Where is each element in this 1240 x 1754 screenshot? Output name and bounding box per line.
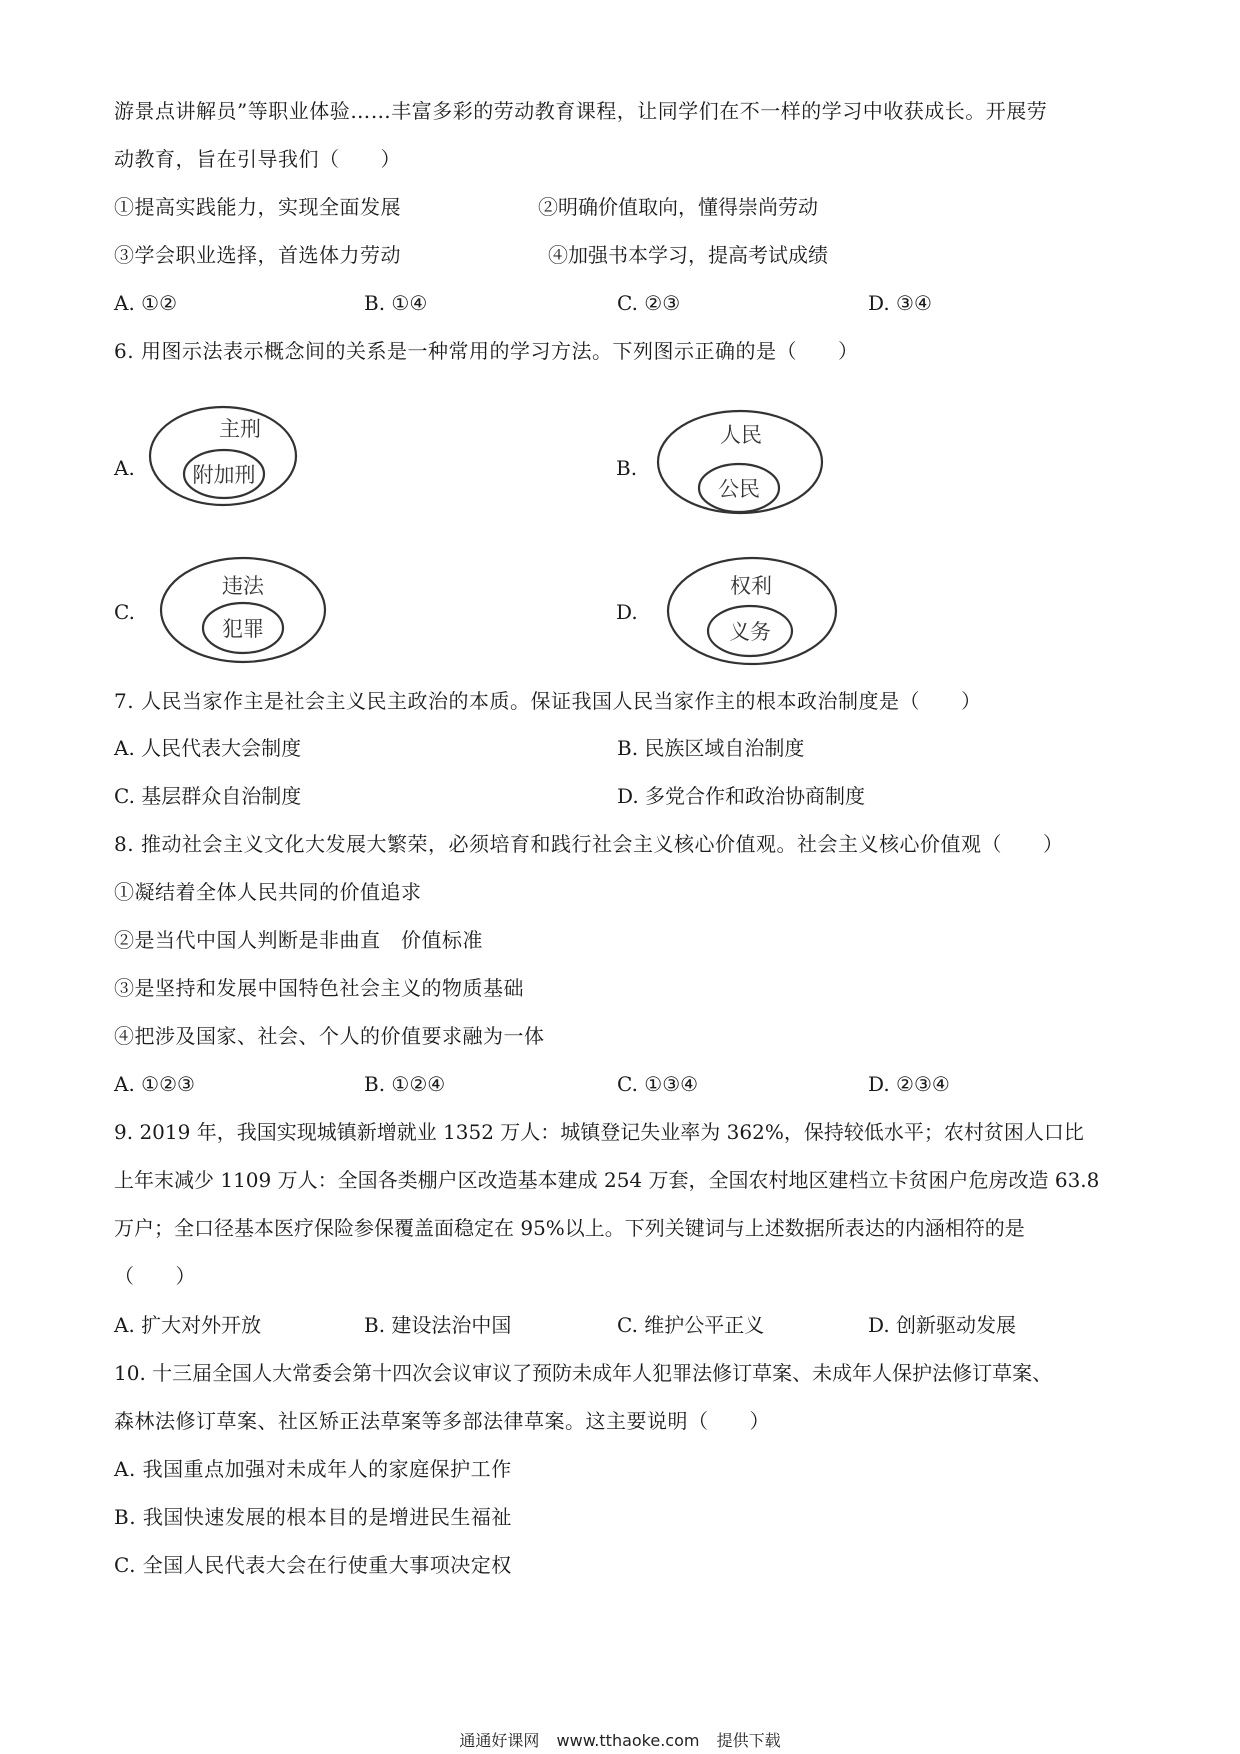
q8-statement-3: ③是坚持和发展中国特色社会主义的物质基础 [114, 976, 524, 1000]
q7-option-a[interactable]: A. 人民代表大会制度 [114, 736, 302, 760]
q8-statement-1: ①凝结着全体人民共同的价值追求 [114, 880, 422, 904]
inner-label: 公民 [718, 477, 760, 501]
q9-option-c[interactable]: C. 维护公平正义 [617, 1313, 765, 1337]
q6-diagram-d [665, 555, 839, 667]
q6-option-a[interactable]: A. [114, 456, 135, 480]
q5-stem-line2: 动教育，旨在引导我们（ ） [114, 147, 401, 171]
inner-label: 附加刑 [192, 463, 256, 487]
q8-option-c[interactable]: C. ①③④ [617, 1072, 699, 1096]
q9-stem-line3: 万户；全口径基本医疗保险参保覆盖面稳定在 95%以上。下列关键词与上述数据所表达的内涵相符的是 [114, 1216, 1025, 1240]
q6-option-c[interactable]: C. [114, 600, 135, 624]
q5-statement-3: ③学会职业选择，首选体力劳动 [114, 243, 401, 267]
outer-label: 违法 [222, 574, 264, 598]
outer-label: 人民 [720, 423, 762, 447]
q9-option-a[interactable]: A. 扩大对外开放 [114, 1313, 262, 1337]
outer-label: 主刑 [219, 417, 261, 441]
q5-option-b[interactable]: B. ①④ [364, 291, 428, 315]
q10-option-a[interactable]: A. 我国重点加强对未成年人的家庭保护工作 [114, 1457, 512, 1481]
q5-stem-line1: 游景点讲解员”等职业体验……丰富多彩的劳动教育课程，让同学们在不一样的学习中收获成长。开展劳 [114, 99, 1048, 123]
q6-diagram-a [148, 404, 298, 508]
q5-statement-1: ①提高实践能力，实现全面发展 [114, 195, 401, 219]
q9-stem-line1: 9. 2019 年，我国实现城镇新增就业 1352 万人：城镇登记失业率为 362%，保持较低水平；农村贫困人口比 [114, 1120, 1084, 1144]
q9-option-d[interactable]: D. 创新驱动发展 [868, 1313, 1017, 1337]
q7-stem: 7. 人民当家作主是社会主义民主政治的本质。保证我国人民当家作主的根本政治制度是（ ） [114, 689, 982, 713]
q9-option-b[interactable]: B. 建设法治中国 [364, 1313, 512, 1337]
page-footer [0, 1728, 1240, 1751]
q8-statement-2: ②是当代中国人判断是非曲直 价值标准 [114, 928, 483, 952]
q5-statement-4: ④加强书本学习，提高考试成绩 [548, 243, 828, 267]
q9-stem-line4: （ ） [114, 1264, 196, 1288]
q10-option-c[interactable]: C. 全国人民代表大会在行使重大事项决定权 [114, 1553, 512, 1577]
q8-stem: 8. 推动社会主义文化大发展大繁荣，必须培育和践行社会主义核心价值观。社会主义核心价值观（ ） [114, 832, 1064, 856]
q6-diagram-b [655, 408, 825, 516]
q5-option-d[interactable]: D. ③④ [868, 291, 932, 315]
q7-option-d[interactable]: D. 多党合作和政治协商制度 [617, 784, 866, 808]
footer-suffix: 提供下载 [716, 1731, 781, 1750]
q7-option-b[interactable]: B. 民族区域自治制度 [617, 736, 805, 760]
footer-site-name: 通通好课网 [459, 1731, 540, 1750]
q5-option-c[interactable]: C. ②③ [617, 291, 681, 315]
q8-statement-4: ④把涉及国家、社会、个人的价值要求融为一体 [114, 1024, 545, 1048]
inner-label: 犯罪 [222, 617, 264, 641]
q6-option-b[interactable]: B. [616, 456, 638, 480]
q8-option-a[interactable]: A. ①②③ [114, 1072, 195, 1096]
outer-label: 权利 [730, 574, 772, 598]
q6-option-d[interactable]: D. [616, 600, 638, 624]
q5-statement-2: ②明确价值取向，懂得崇尚劳动 [538, 195, 818, 219]
q6-diagram-c [158, 555, 328, 665]
q10-option-b[interactable]: B. 我国快速发展的根本目的是增进民生福祉 [114, 1505, 512, 1529]
q10-stem-line2: 森林法修订草案、社区矫正法草案等多部法律草案。这主要说明（ ） [114, 1409, 770, 1433]
inner-label: 义务 [729, 620, 771, 644]
q9-stem-line2: 上年末减少 1109 万人：全国各类棚户区改造基本建成 254 万套，全国农村地区建档立卡贫困户危房改造 63.8 [114, 1168, 1100, 1192]
q8-option-b[interactable]: B. ①②④ [364, 1072, 446, 1096]
q7-option-c[interactable]: C. 基层群众自治制度 [114, 784, 302, 808]
q10-stem-line1: 10. 十三届全国人大常委会第十四次会议审议了预防未成年人犯罪法修订草案、未成年人保护法修订草案、 [114, 1361, 1053, 1385]
q8-option-d[interactable]: D. ②③④ [868, 1072, 950, 1096]
footer-url[interactable]: www.tthaoke.com [556, 1731, 700, 1750]
q5-option-a[interactable]: A. ①② [114, 291, 178, 315]
q6-stem: 6. 用图示法表示概念间的关系是一种常用的学习方法。下列图示正确的是（ ） [114, 339, 859, 363]
